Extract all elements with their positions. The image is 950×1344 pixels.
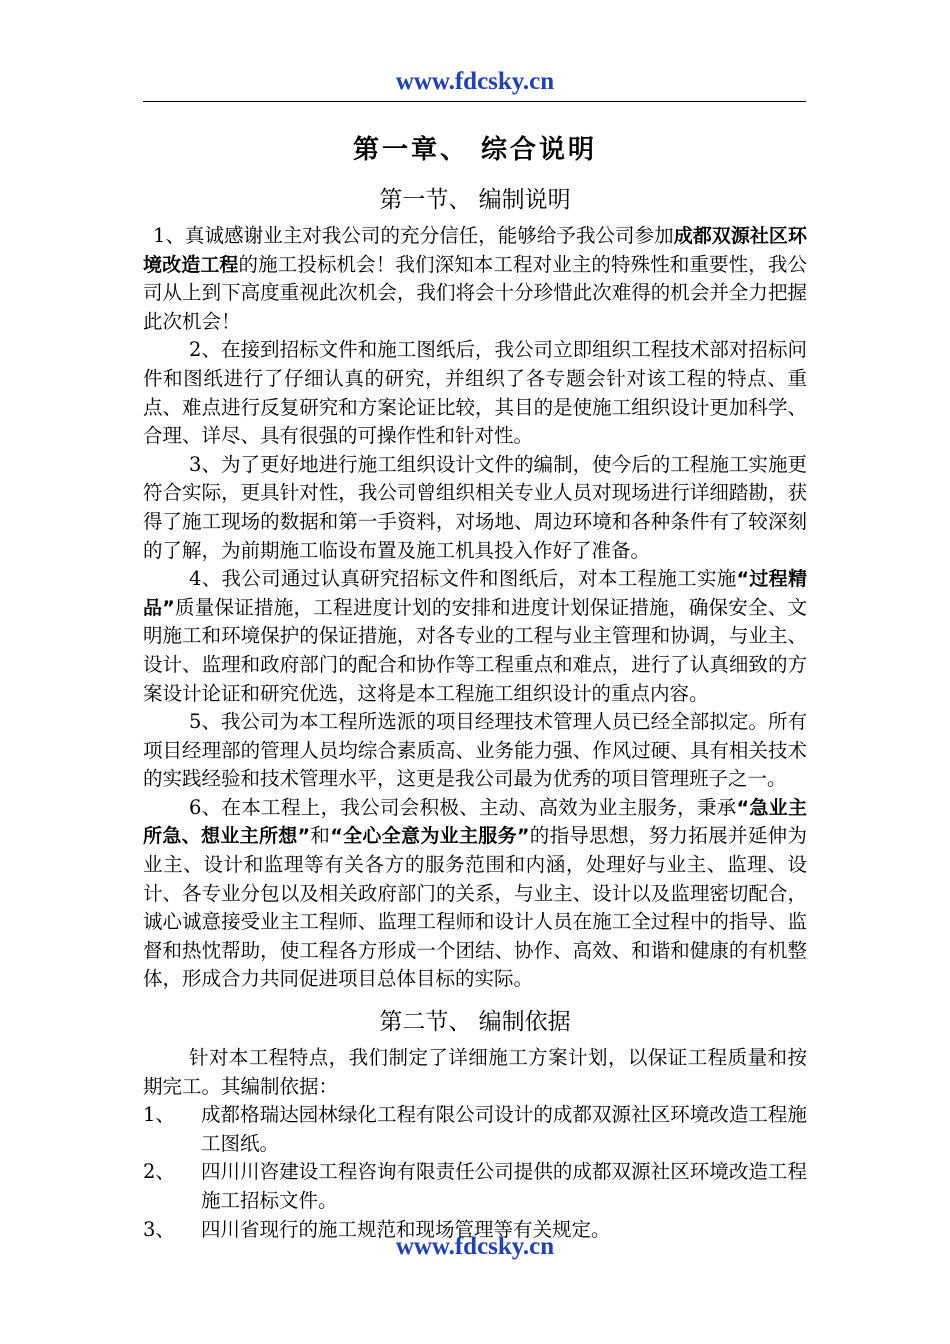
- header-url[interactable]: www.fdcsky.cn: [395, 68, 555, 95]
- section-title: 第一节、 编制说明: [379, 187, 571, 213]
- list-item: [143, 1158, 807, 1215]
- paragraph: 2、在接到招标文件和施工图纸后，我公司立即组织工程技术部对招标问件和图纸进行了仔细认真的研究，并组织了各专题会针对该工程的特点、重点、难点进行反复研究和方案论证比较，其目的是使施工组织设计更加科学、合理、详尽、具有很强的可操作性和针对性。: [143, 338, 807, 448]
- project-name: 成都双源社区环境改造工程: [143, 225, 807, 276]
- paragraph: [143, 794, 807, 994]
- paragraph: [143, 222, 807, 336]
- paragraph: 针对本工程特点，我们制定了详细施工方案计划，以保证工程质量和按期完工。其编制依据：: [143, 1046, 807, 1098]
- emphasis-text: “全心全意为业主服务”: [330, 825, 530, 848]
- list-item: [143, 1101, 807, 1158]
- list-text: 四川川咨建设工程咨询有限责任公司提供的成都双源社区环境改造工程施工招标文件。: [201, 1160, 807, 1212]
- emphasis-text: “急业主所急、想业主所想”: [143, 796, 807, 848]
- text-run: 4、我公司通过认真研究招标文件和图纸后，对本工程施工实施: [189, 567, 737, 591]
- paragraph: [143, 565, 807, 708]
- header-divider: [143, 101, 806, 102]
- text-run: 和: [310, 824, 331, 848]
- chapter-title: 第一章、 综合说明: [352, 135, 598, 165]
- list-number: 2、: [143, 1160, 175, 1184]
- document-body: [143, 128, 807, 1244]
- list-number: 1、: [143, 1103, 175, 1127]
- text-run: 质量保证措施，工程进度计划的安排和进度计划保证措施，确保安全、文明施工和环境保护的保证措施，对各专业的工程与业主管理和协调，与业主、设计、监理和政府部门的配合和协作等工程重点和难点，进行了认真细致的方案设计论证和研究优选，这将是本工程施工组织设计的重点内容。: [143, 595, 807, 705]
- footer-url[interactable]: www.fdcsky.cn: [395, 1233, 555, 1260]
- list-text: 四川省现行的施工规范和现场管理等有关规定。: [201, 1217, 611, 1241]
- paragraph: 3、为了更好地进行施工组织设计文件的编制，使今后的工程施工实施更符合实际，更具针对性，我公司曾组织相关专业人员对现场进行详细踏勘，获得了施工现场的数据和第一手资料，对场地、周边环境和各种条件有了较深刻的了解，为前期施工临设布置及施工机具投入作好了准备。: [143, 452, 807, 562]
- list-text: 成都格瑞达园林绿化工程有限公司设计的成都双源社区环境改造工程施工图纸。: [201, 1103, 807, 1155]
- text-run: 的指导思想，努力拓展并延伸为业主、设计和监理等有关各方的服务范围和内涵，处理好与业主、监理、设计、各专业分包以及相关政府部门的关系，与业主、设计以及监理密切配合，诚心诚意接受业主工程师、监理工程师和设计人员在施工全过程中的指导、监督和热忱帮助，使工程各方形成一个团结、协作、高效、和谐和健康的有机整体，形成合力共同促进项目总体目标的实际。: [143, 824, 807, 991]
- text-run: 1、真诚感谢业主对我公司的充分信任，能够给予我公司参加: [153, 224, 674, 247]
- section-title: 第二节、 编制依据: [379, 1009, 571, 1036]
- text-run: 的施工投标机会！我们深知本工程对业主的特殊性和重要性，我公司从上到下高度重视此次机会，我们将会十分珍惜此次难得的机会并全力把握此次机会！: [143, 252, 807, 333]
- list-number: 3、: [143, 1217, 175, 1241]
- emphasis-text: “过程精品”: [143, 568, 807, 619]
- paragraph: 5、我公司为本工程所选派的项目经理技术管理人员已经全部拟定。所有项目经理部的管理人员均综合素质高、业务能力强、作风过硬、具有相关技术的实践经验和技术管理水平，这更是我公司最为优秀的项目管理班子之一。: [143, 710, 807, 791]
- text-run: 6、在本工程上，我公司会积极、主动、高效为业主服务，秉承: [189, 795, 737, 819]
